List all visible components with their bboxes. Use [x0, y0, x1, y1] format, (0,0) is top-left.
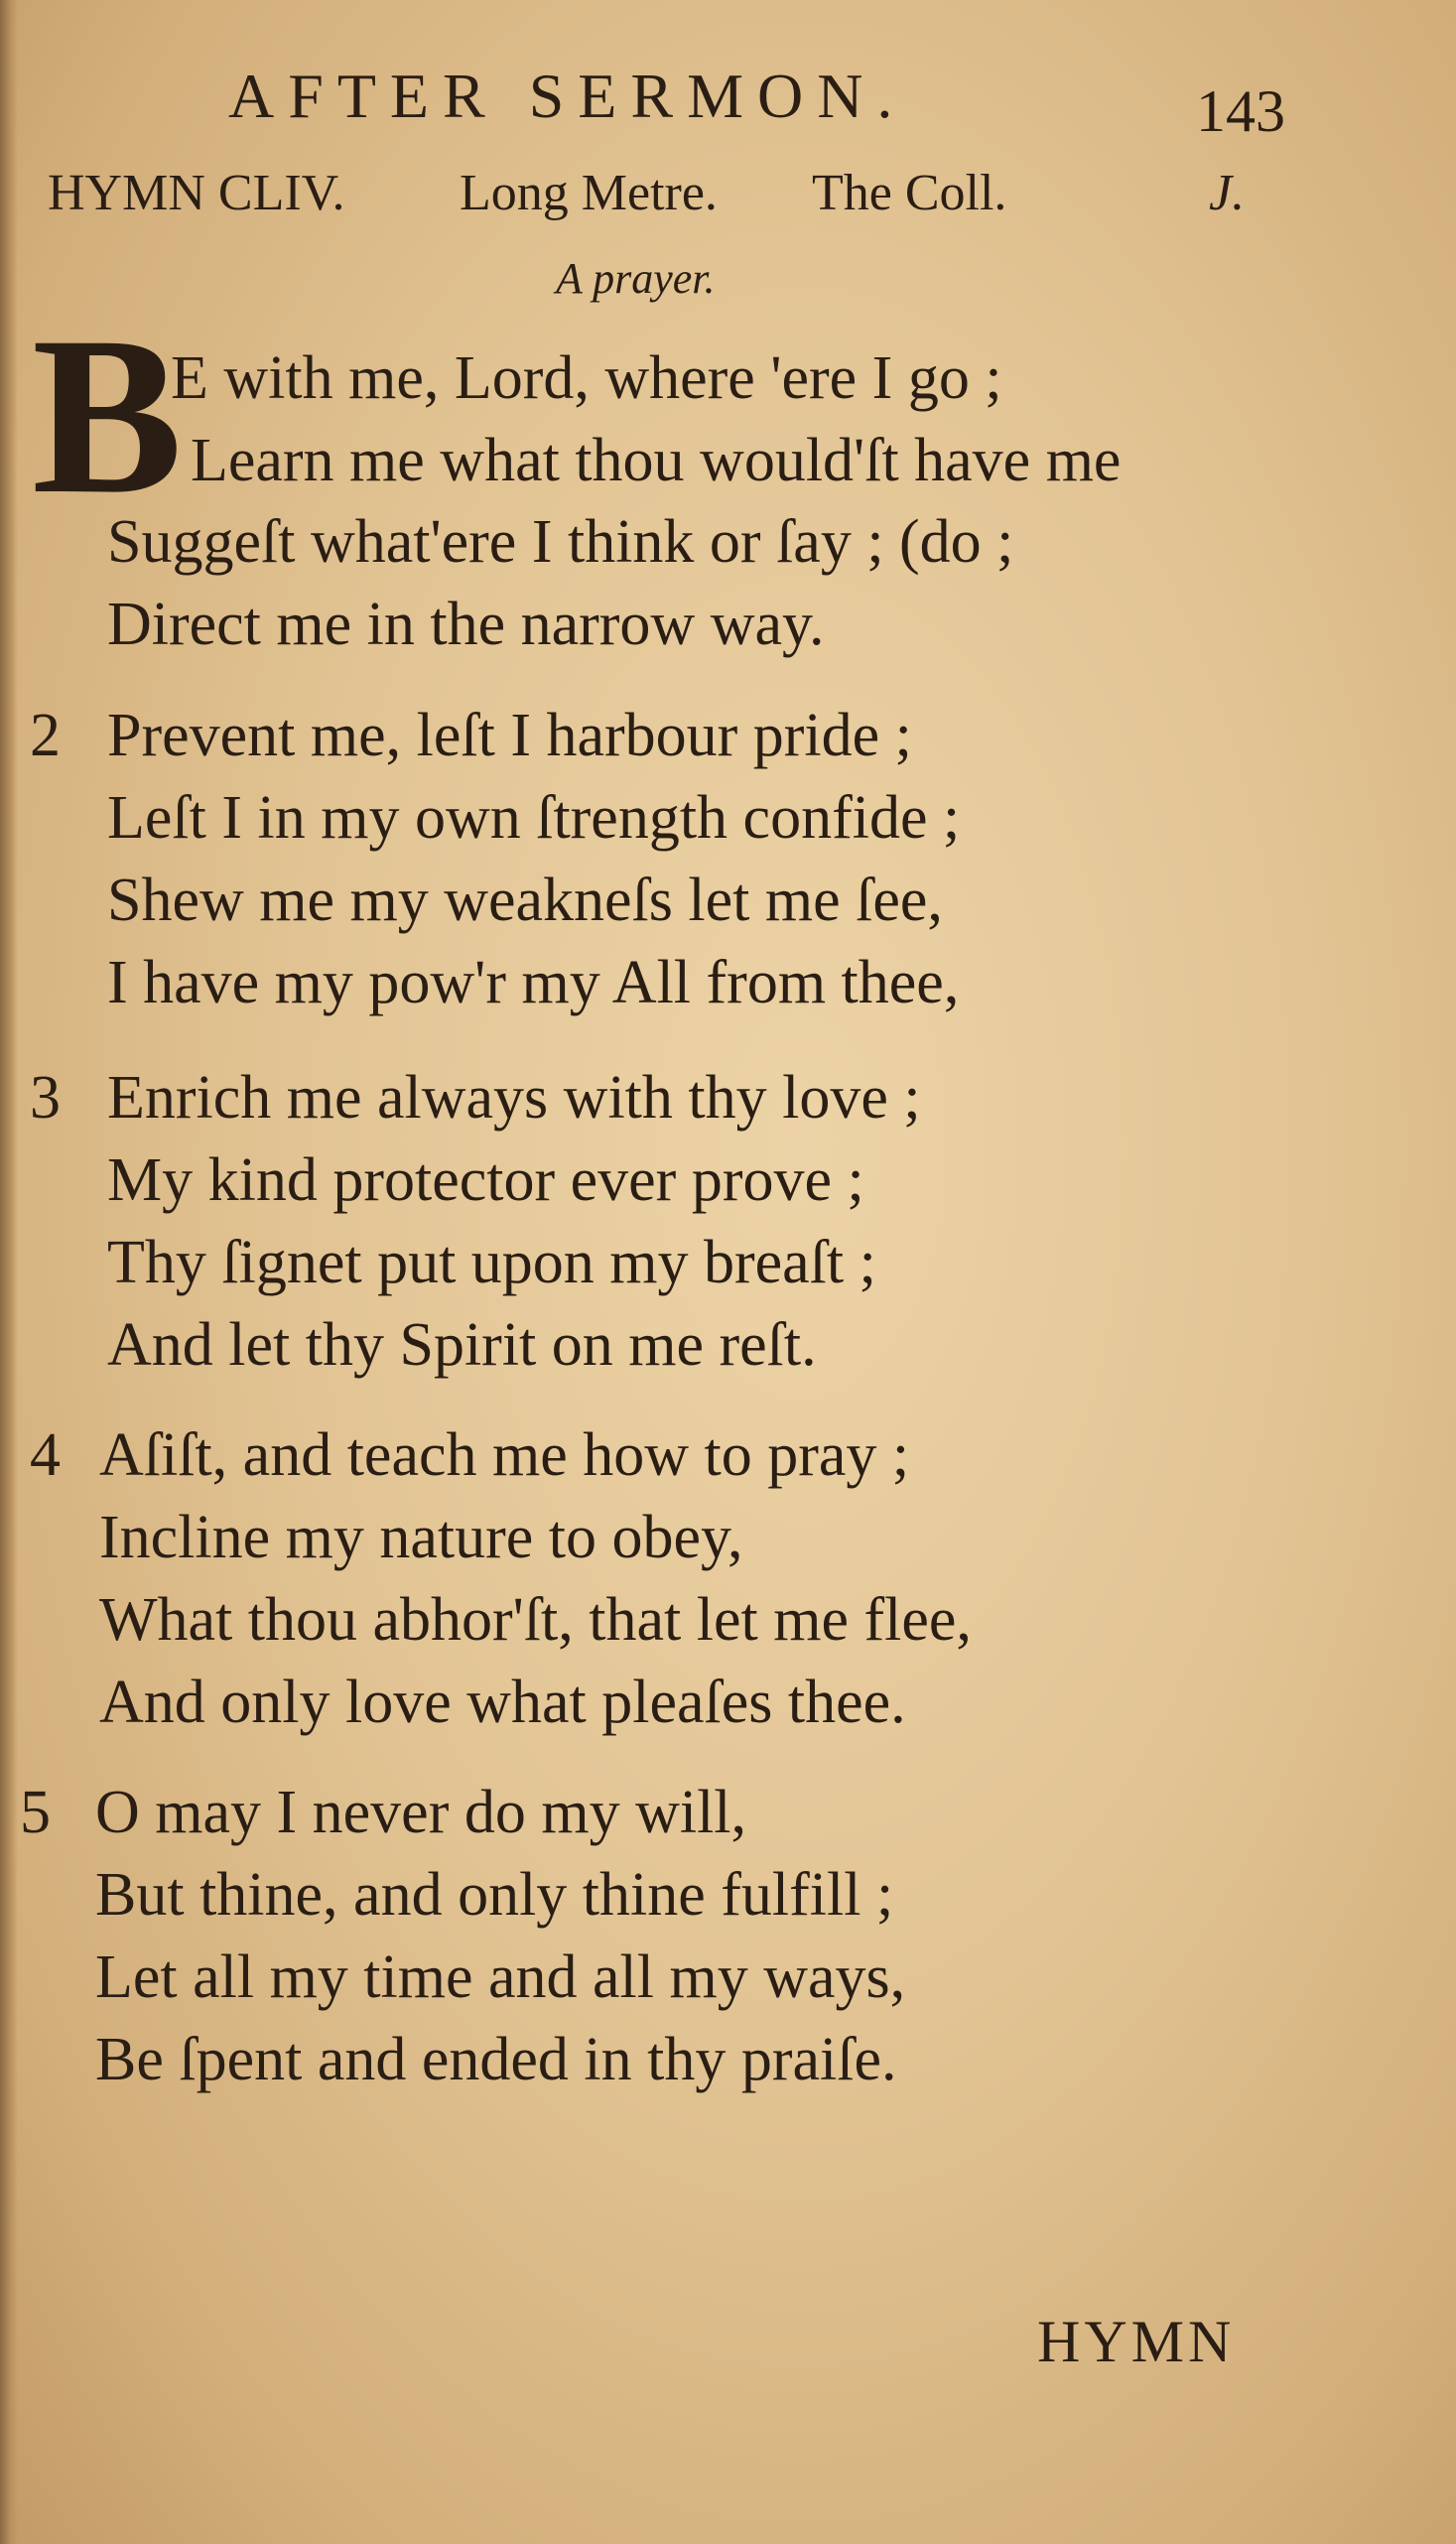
verse-line: O may I never do my will,	[95, 1779, 747, 1846]
verse-line: Aſiſt, and teach me how to pray ;	[99, 1421, 910, 1489]
verse-line: Prevent me, leſt I harbour pride ;	[107, 702, 912, 769]
hymn-metre: Long Metre.	[460, 165, 718, 221]
verse-line: My kind protector ever prove ;	[107, 1146, 864, 1214]
catchword: HYMN	[1037, 2309, 1236, 2374]
stanza-number: 4	[30, 1421, 61, 1489]
verse-line: Learn me what thou would'ſt have me	[191, 427, 1122, 494]
verse-line: And only love what pleaſes thee.	[99, 1669, 906, 1736]
verse-line: But thine, and only thine fulfill ;	[95, 1861, 894, 1929]
verse-line: Incline my nature to obey,	[99, 1504, 743, 1571]
verse-line: E with me, Lord, where 'ere I go ;	[171, 344, 1002, 412]
verse-line: Direct me in the narrow way.	[107, 591, 825, 658]
stanza-number: 3	[30, 1064, 61, 1132]
verse-line: And let thy Spirit on me reſt.	[107, 1311, 817, 1379]
verse-line: Be ſpent and ended in thy praiſe.	[95, 2026, 897, 2093]
hymn-signature: J.	[1209, 165, 1246, 221]
hymn-source: The Coll.	[812, 165, 1007, 221]
verse-line: Leſt I in my own ſtrength confide ;	[107, 784, 961, 852]
page-number: 143	[1196, 78, 1285, 144]
verse-line: What thou abhor'ſt, that let me flee,	[99, 1586, 972, 1654]
drop-cap: B	[32, 291, 184, 541]
verse-line: Thy ſignet put upon my breaſt ;	[107, 1229, 876, 1296]
stanza-number: 2	[30, 702, 61, 769]
hymn-heading	[48, 164, 1338, 233]
stanza-number: 5	[20, 1779, 51, 1846]
verse-line: Shew me my weakneſs let me ſee,	[107, 867, 943, 934]
verse-line: Suggeſt what'ere I think or ſay ; (do ;	[107, 508, 1014, 576]
verse-line: Let all my time and all my ways,	[95, 1943, 906, 2011]
hymn-subtitle: A prayer.	[556, 254, 716, 303]
verse-line: I have my pow'r my All from thee,	[107, 949, 960, 1016]
running-header: AFTER SERMON.	[228, 61, 907, 131]
page-gutter	[0, 0, 18, 2544]
verse-line: Enrich me always with thy love ;	[107, 1064, 921, 1132]
hymn-number: HYMN CLIV.	[48, 165, 345, 221]
